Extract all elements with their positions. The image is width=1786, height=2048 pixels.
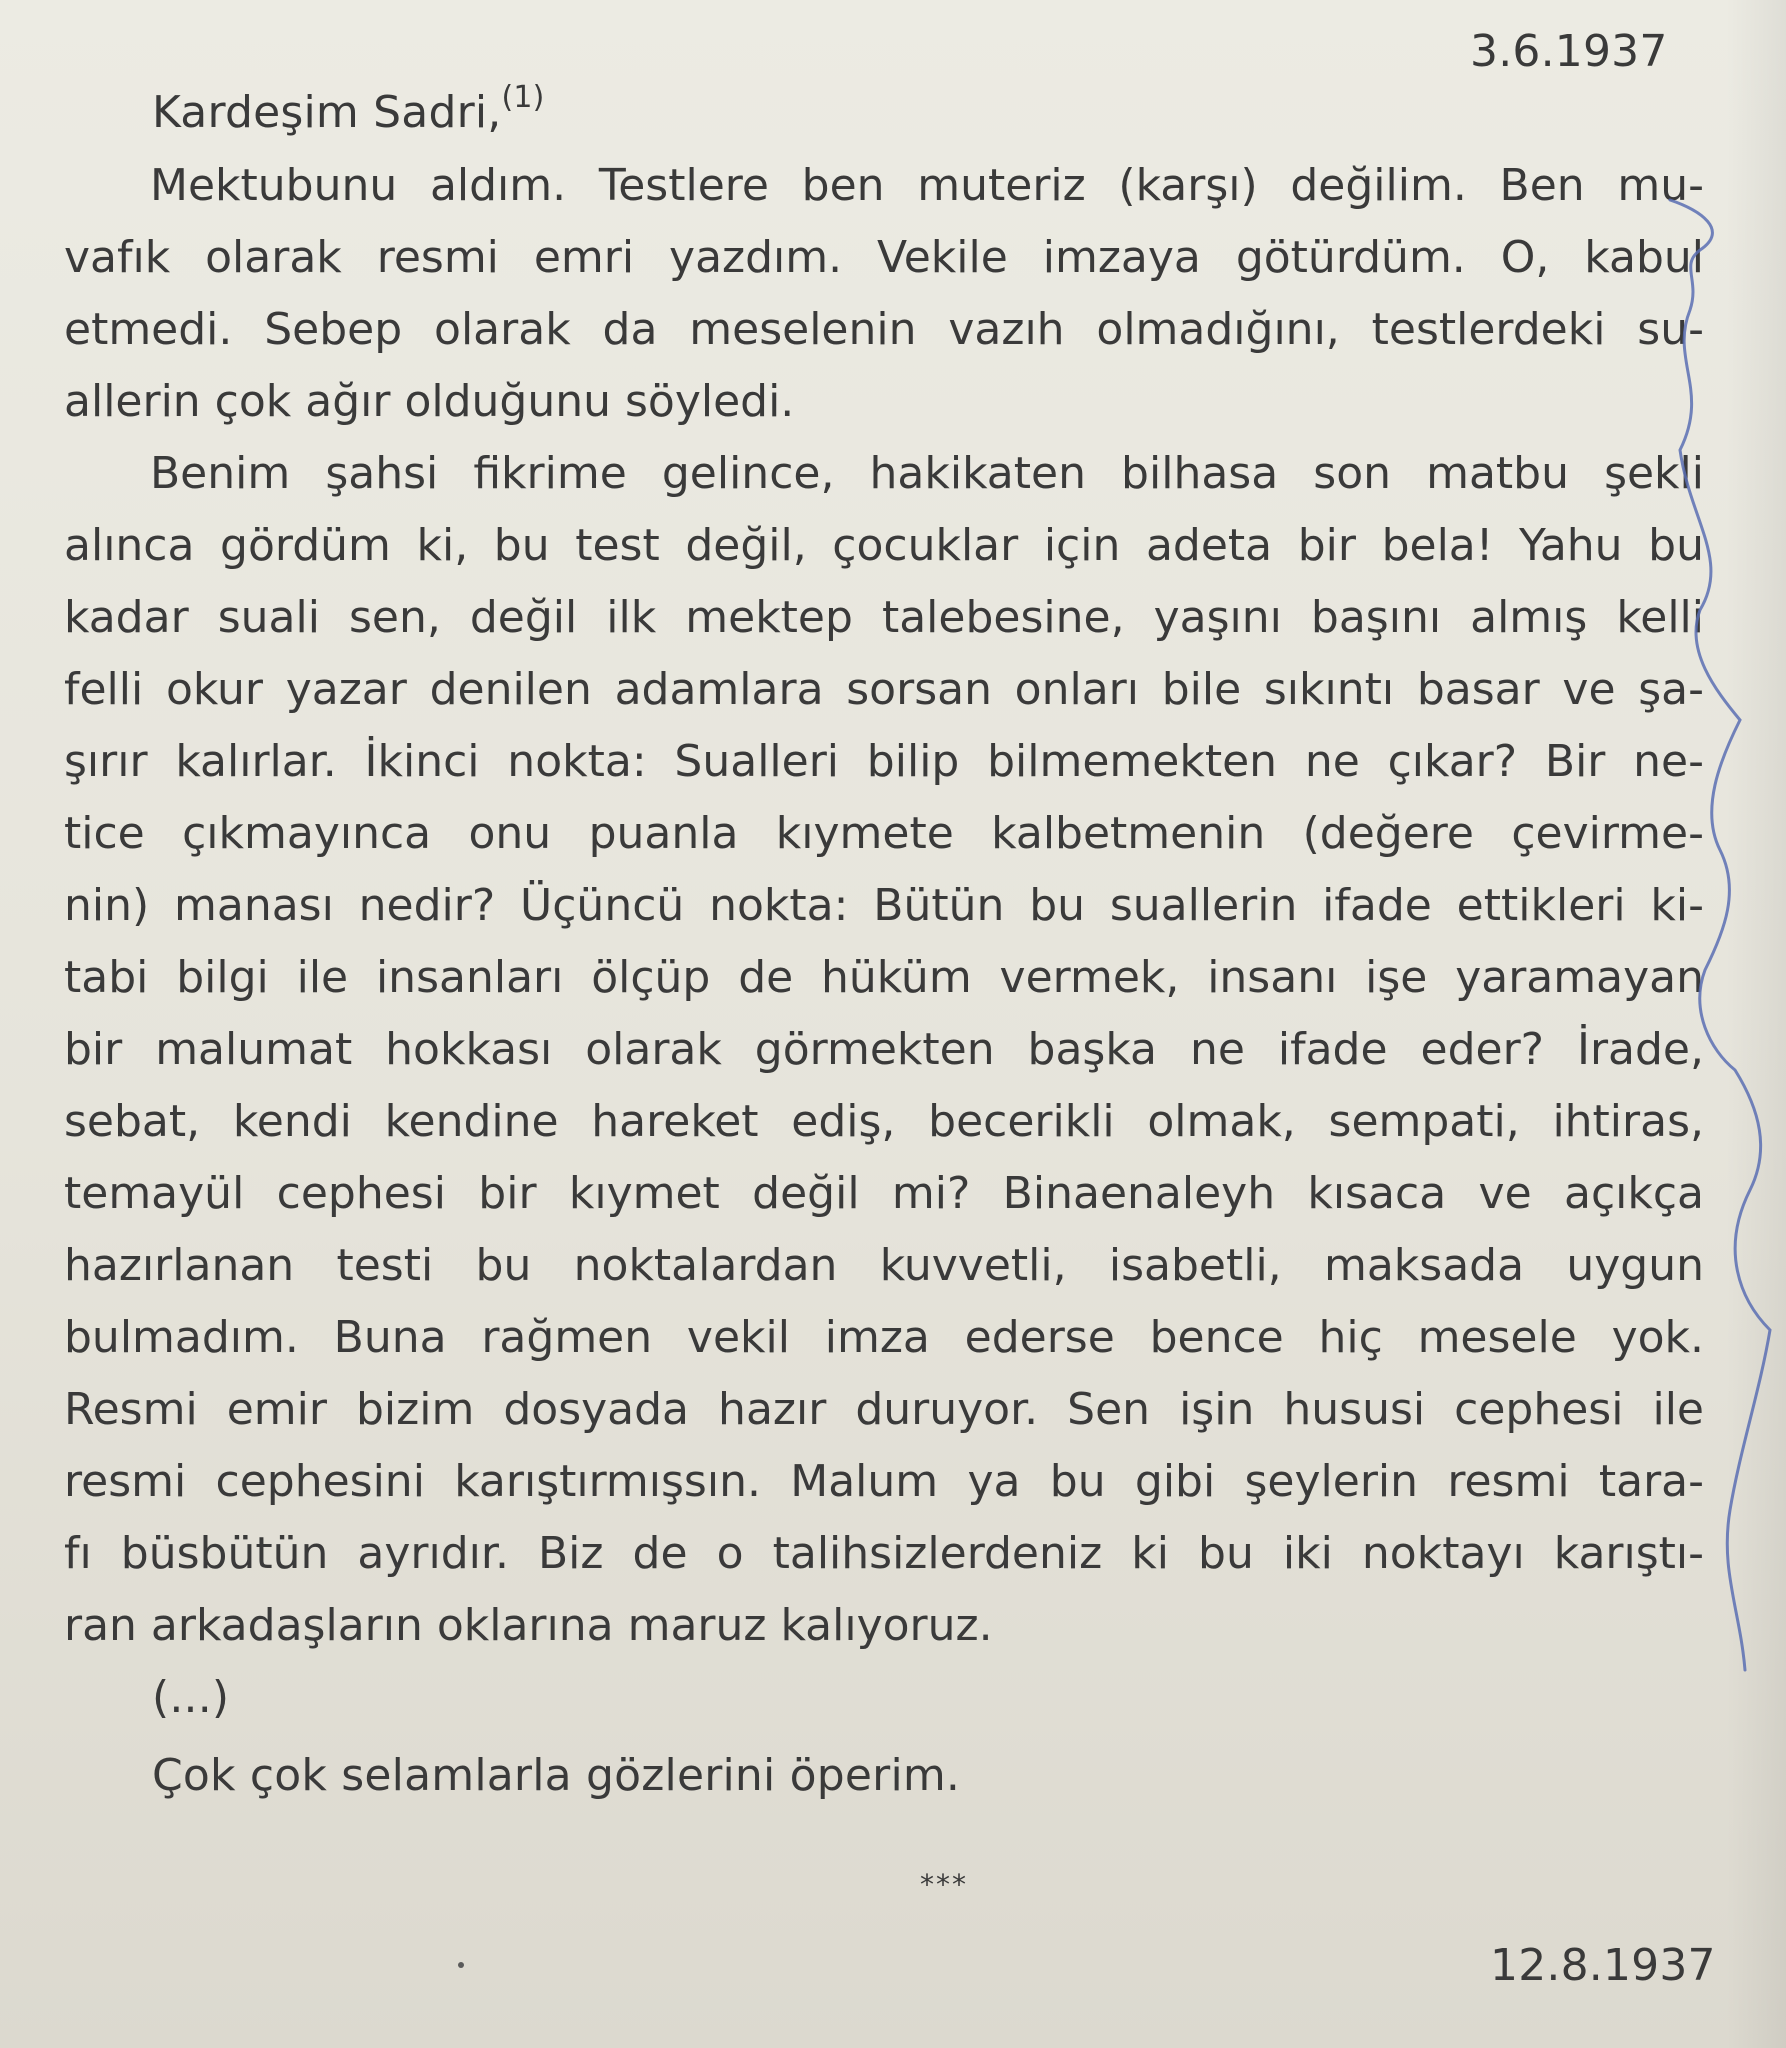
body-line: kadar suali sen, değil ilk mektep talebesine, yaşını başını almış kelli	[64, 592, 1704, 643]
body-line: şırır kalırlar. İkinci nokta: Sualleri bilip bilmemekten ne çıkar? Bir ne-	[64, 736, 1704, 787]
footnote-reference: (1)	[501, 80, 545, 115]
salutation	[152, 80, 545, 138]
salutation-text: Kardeşim Sadri,	[152, 87, 502, 138]
omission-mark: (...)	[152, 1672, 230, 1723]
body-line: ran arkadaşların oklarına maruz kalıyoruz.	[64, 1600, 993, 1651]
section-separator: ***	[920, 1868, 968, 1901]
closing-line: Çok çok selamlarla gözlerini öperim.	[152, 1750, 961, 1801]
pen-margin-mark	[1660, 190, 1786, 1690]
body-line: Mektubunu aldım. Testlere ben muteriz (karşı) değilim. Ben mu-	[150, 160, 1704, 211]
body-line: bir malumat hokkası olarak görmekten başka ne ifade eder? İrade,	[64, 1024, 1704, 1075]
body-line: nin) manası nedir? Üçüncü nokta: Bütün bu suallerin ifade ettikleri ki-	[64, 880, 1704, 931]
body-line: vafık olarak resmi emri yazdım. Vekile imzaya götürdüm. O, kabul	[64, 232, 1704, 283]
body-line: tice çıkmayınca onu puanla kıymete kalbetmenin (değere çevirme-	[64, 808, 1704, 859]
body-line: felli okur yazar denilen adamlara sorsan onları bile sıkıntı basar ve şa-	[64, 664, 1704, 715]
paper-speck	[458, 1962, 464, 1968]
body-line: fı büsbütün ayrıdır. Biz de o talihsizlerdeniz ki bu iki noktayı karıştı-	[64, 1528, 1704, 1579]
body-line: tabi bilgi ile insanları ölçüp de hüküm vermek, insanı işe yaramayan	[64, 952, 1704, 1003]
body-line: etmedi. Sebep olarak da meselenin vazıh olmadığını, testlerdeki su-	[64, 304, 1704, 355]
letter-date-bottom: 12.8.1937	[1490, 1940, 1716, 1991]
body-line: allerin çok ağır olduğunu söyledi.	[64, 376, 795, 427]
body-line: resmi cephesini karıştırmışsın. Malum ya bu gibi şeylerin resmi tara-	[64, 1456, 1704, 1507]
body-line: Benim şahsi fikrime gelince, hakikaten bilhasa son matbu şekli	[150, 448, 1704, 499]
pen-stroke	[1670, 200, 1770, 1670]
body-line: bulmadım. Buna rağmen vekil imza ederse bence hiç mesele yok.	[64, 1312, 1704, 1363]
letter-body	[64, 150, 1704, 1662]
body-line: temayül cephesi bir kıymet değil mi? Binaenaleyh kısaca ve açıkça	[64, 1168, 1704, 1219]
letter-date-top: 3.6.1937	[1470, 26, 1668, 77]
body-line: alınca gördüm ki, bu test değil, çocuklar için adeta bir bela! Yahu bu	[64, 520, 1704, 571]
body-line: sebat, kendi kendine hareket ediş, becerikli olmak, sempati, ihtiras,	[64, 1096, 1704, 1147]
body-line: Resmi emir bizim dosyada hazır duruyor. Sen işin hususi cephesi ile	[64, 1384, 1704, 1435]
body-line: hazırlanan testi bu noktalardan kuvvetli, isabetli, maksada uygun	[64, 1240, 1704, 1291]
